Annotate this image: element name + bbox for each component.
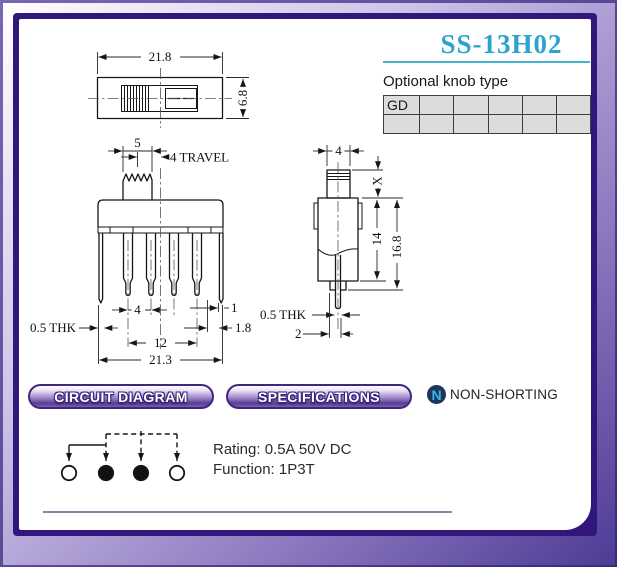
dim-pitch: 4 — [134, 302, 141, 317]
knob-cell — [522, 96, 556, 115]
dim-knob-width: 5 — [134, 135, 141, 150]
knob-cell — [488, 96, 522, 115]
function-line: Function: 1P3T — [213, 461, 315, 478]
front-view-drawing — [30, 135, 251, 367]
knob-cell — [420, 96, 454, 115]
knob-cell — [556, 96, 590, 115]
knob-cell: GD — [384, 96, 420, 115]
non-shorting-label: NON-SHORTING — [450, 387, 558, 402]
dim-thk-side: 0.5 THK — [260, 307, 306, 322]
knob-cell — [454, 96, 488, 115]
non-shorting-icon: N — [427, 385, 446, 404]
rating-line: Rating: 0.5A 50V DC — [213, 441, 352, 458]
knob-type-table — [383, 95, 591, 134]
circuit-diagram-drawing — [62, 431, 184, 480]
dim-offset: 1.8 — [235, 320, 252, 335]
knob-cell — [556, 115, 590, 134]
dim-side-total: 16.8 — [389, 235, 404, 259]
title-underline — [383, 61, 590, 63]
terminal-4-open — [170, 466, 184, 480]
dim-total-width: 21.3 — [149, 352, 172, 367]
specifications-text — [213, 440, 351, 480]
dim-span: 12 — [154, 335, 167, 350]
terminal-2-filled — [99, 466, 113, 480]
specifications-label: SPECIFICATIONS — [257, 388, 381, 405]
specifications-header — [226, 384, 412, 409]
dim-edge: 1 — [231, 300, 238, 315]
top-view-drawing — [88, 49, 250, 128]
terminal-1-open — [62, 466, 76, 480]
dim-side-width: 4 — [335, 143, 342, 158]
circuit-diagram-label: CIRCUIT DIAGRAM — [54, 388, 188, 405]
page-title: SS-13H02 — [440, 29, 563, 59]
content-panel — [19, 19, 591, 530]
dim-top-width: 21.8 — [148, 49, 172, 64]
dim-side-offset: 2 — [295, 326, 302, 341]
dim-side-x: X — [369, 176, 385, 186]
dim-travel: 4 TRAVEL — [170, 149, 230, 165]
dim-top-height: 6.8 — [235, 89, 250, 107]
knob-cell — [522, 115, 556, 134]
circuit-diagram-header — [28, 384, 214, 409]
knob-cell — [384, 115, 420, 134]
terminal-3-filled — [134, 466, 148, 480]
knob-cell — [454, 115, 488, 134]
side-view-drawing — [260, 143, 404, 341]
knob-cell — [488, 115, 522, 134]
table-row — [384, 115, 591, 134]
dim-thk-front: 0.5 THK — [30, 320, 76, 335]
dim-side-body: 14 — [369, 232, 384, 246]
table-row — [384, 96, 591, 115]
knob-cell — [420, 115, 454, 134]
optional-knob-type-label: Optional knob type — [383, 73, 509, 90]
